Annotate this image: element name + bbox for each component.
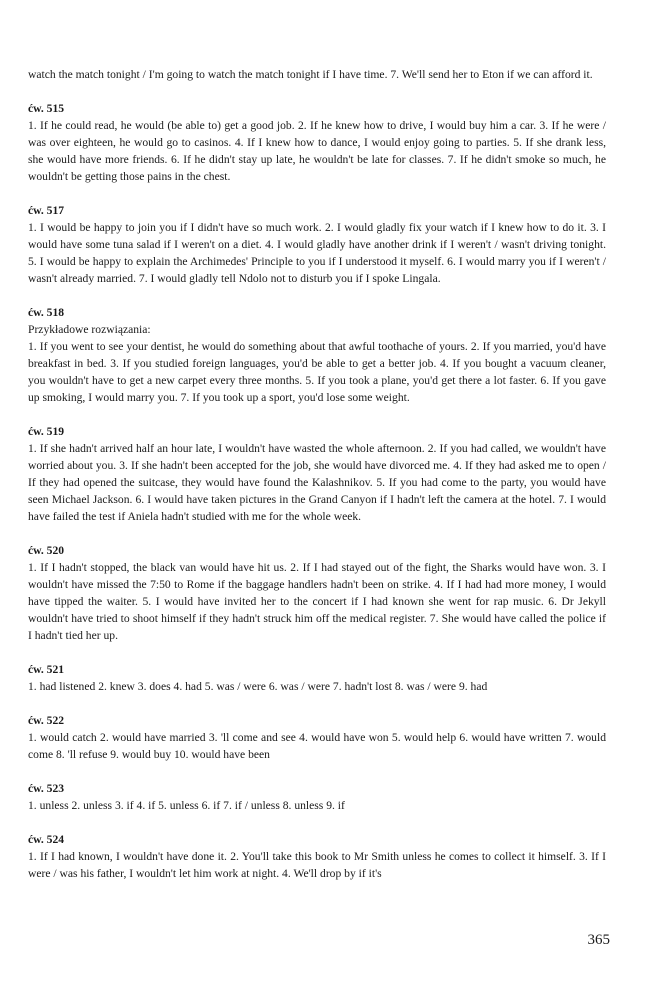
- exercise-515: [28, 100, 606, 185]
- exercise-517: [28, 202, 606, 287]
- exercise-heading: ćw. 522: [28, 714, 65, 727]
- exercise-519: [28, 423, 606, 525]
- exercise-heading: ćw. 519: [28, 425, 65, 438]
- exercise-524: [28, 831, 606, 882]
- exercise-heading: ćw. 524: [28, 833, 65, 846]
- exercise-answers: 1. If I had known, I wouldn't have done it. 2. You'll take this book to Mr Smith unless he comes to collect it himself. 3. If I were / was his father, I wouldn't let him work at night. 4. We'll drop by if it's: [28, 850, 606, 880]
- exercise-heading: ćw. 520: [28, 544, 65, 557]
- intro-paragraph: watch the match tonight / I'm going to watch the match tonight if I have time. 7. We'll send her to Eton if we can afford it.: [28, 68, 593, 81]
- exercise-heading: ćw. 523: [28, 782, 65, 795]
- exercise-answers: 1. would catch 2. would have married 3. 'll come and see 4. would have won 5. would help 6. would have written 7. would come 8. 'll refuse 9. would buy 10. would have been: [28, 731, 606, 761]
- exercise-heading: ćw. 521: [28, 663, 65, 676]
- exercise-518: [28, 304, 606, 406]
- exercise-520: [28, 542, 606, 644]
- page-number: 365: [587, 932, 610, 948]
- page-content: [28, 66, 606, 882]
- exercise-523: [28, 780, 606, 814]
- exercise-answers: 1. If I hadn't stopped, the black van would have hit us. 2. If I had stayed out of the fight, the Sharks would have won. 3. I wouldn't have missed the 7:50 to Rome if the baggage handlers hadn't been on strike. 4. If I had had more money, I would have tipped the waiter. 5. I would have invited her to the concert if I had known she went for rap music. 6. Dr Jekyll wouldn't have tried to shoot himself if they hadn't struck him off the medical register. 7. She would have called the police if I hadn't tied her up.: [28, 561, 606, 642]
- exercise-answers: 1. had listened 2. knew 3. does 4. had 5. was / were 6. was / were 7. hadn't lost 8. was / were 9. had: [28, 680, 488, 693]
- exercise-heading: ćw. 517: [28, 204, 65, 217]
- exercise-answers: 1. If he could read, he would (be able to) get a good job. 2. If he knew how to drive, I would buy him a car. 3. If he were / was over eighteen, he would go to casinos. 4. If I knew how to dance, I would enjoy going to parties. 5. If she drank less, she would have more friends. 6. If he didn't stay up late, he wouldn't be late for classes. 7. If he didn't smoke so much, he wouldn't be getting those pains in the chest.: [28, 119, 606, 183]
- exercise-heading: ćw. 518: [28, 306, 65, 319]
- exercise-522: [28, 712, 606, 763]
- exercise-answers: 1. If you went to see your dentist, he would do something about that awful toothache of yours. 2. If you married, you'd have breakfast in bed. 3. If you studied foreign languages, you'd be able to get a better job. 4. If you bought a vacuum cleaner, you wouldn't have to get a new carpet every three months. 5. If you took a plane, you'd get there a lot faster. 6. If you gave up smoking, I would marry you. 7. If you took up a sport, you'd lose some weight.: [28, 340, 606, 404]
- exercise-heading: ćw. 515: [28, 102, 65, 115]
- exercise-subheading: Przykładowe rozwiązania:: [28, 323, 151, 336]
- exercise-answers: 1. I would be happy to join you if I didn't have so much work. 2. I would gladly fix your watch if I knew how to do it. 3. I would have some tuna salad if I weren't on a diet. 4. I would gladly have another drink if I weren't / wasn't driving tonight. 5. I would be happy to explain the Archimedes' Principle to you if I understood it myself. 6. I would marry you if I weren't / wasn't already married. 7. I would gladly tell Ndolo not to disturb you if I spoke Lingala.: [28, 221, 606, 285]
- exercise-answers: 1. unless 2. unless 3. if 4. if 5. unless 6. if 7. if / unless 8. unless 9. if: [28, 799, 345, 812]
- exercise-answers: 1. If she hadn't arrived half an hour late, I wouldn't have wasted the whole afternoon. 2. If you had called, we wouldn't have worried about you. 3. If she hadn't been accepted for the job, she would have divorced me. 4. If they had asked me to open / If they had opened the suitcase, they would have found the Kalashnikov. 5. If you had come to the party, you would have seen Michael Jackson. 6. I would have taken pictures in the Grand Canyon if I hadn't left the camera at the hotel. 7. I would have failed the test if Aniela hadn't studied with me for the whole week.: [28, 442, 606, 523]
- exercise-521: [28, 661, 606, 695]
